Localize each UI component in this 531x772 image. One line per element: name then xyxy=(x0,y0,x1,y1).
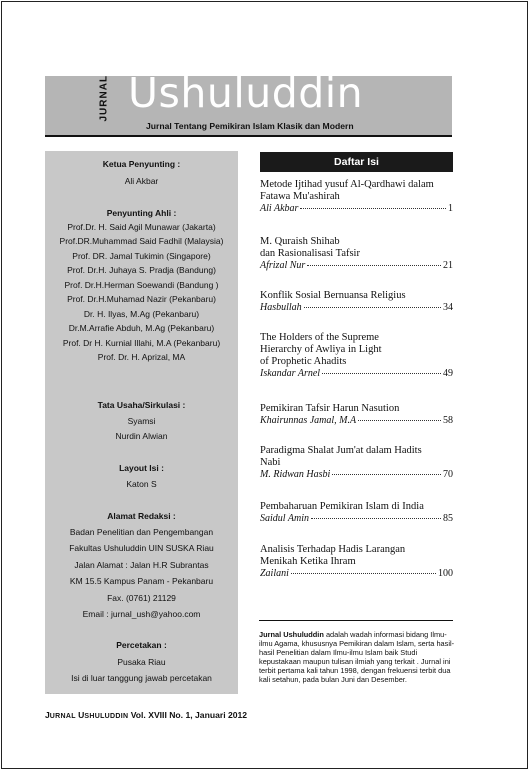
percetakan-section xyxy=(45,641,238,683)
percetakan-heading: Percetakan : xyxy=(116,640,167,650)
alamat-line: Fakultas Ushuluddin UIN SUSKA Riau xyxy=(69,543,214,553)
toc-entry-author: M. Ridwan Hasbi xyxy=(260,469,331,480)
toc-entry-title: Konflik Sosial Bernuansa Religius xyxy=(260,290,406,301)
toc-entry[interactable] xyxy=(260,501,453,525)
ketua-section xyxy=(45,160,238,185)
toc-entry[interactable] xyxy=(260,544,453,580)
layout-section xyxy=(45,464,238,488)
ahli-name: Prof. Dr H. Kurnial Illahi, M.A (Pekanbaru) xyxy=(62,337,221,348)
layout-heading: Layout Isi : xyxy=(119,463,164,473)
about-journal-name: Jurnal Ushuluddin xyxy=(259,630,324,639)
toc-leader-dots xyxy=(311,518,441,519)
toc-heading: Daftar Isi xyxy=(260,152,453,172)
about-journal-text: adalah wadah informasi bidang Ilmu-ilmu Agama, khususnya Pemikiran dalam Islam, serta hasil-hasil Penelitian dalam Ilmu-ilmu Islam baik Studi kepustakaan maupun tulisan ilmiah yang terkait . Jurnal ini terbit pertama kali tahun 1998, dengan frekuensi terbit dua kali setahun, pada bulan Juni dan Desember. xyxy=(259,630,455,684)
toc-entry-author: Afrizal Nur xyxy=(260,260,306,271)
toc-entry-title: Analisis Terhadap Hadis Larangan xyxy=(260,544,406,555)
toc-leader-dots xyxy=(358,420,441,421)
toc-author-row xyxy=(260,368,453,380)
tata-usaha-name: Syamsi xyxy=(127,415,156,426)
toc-entry-author: Khairunnas Jamal, M.A xyxy=(260,415,357,426)
toc-leader-dots xyxy=(322,373,441,374)
ahli-heading: Penyunting Ahli : xyxy=(106,208,177,218)
footer-jurnal-rest: URNAL xyxy=(49,713,76,720)
toc-leader-dots xyxy=(332,474,441,475)
toc-entry-author: Hasbullah xyxy=(260,302,302,313)
toc-leader-dots xyxy=(300,208,446,209)
toc-entry-title: Hierarchy of Awliya in Light xyxy=(260,344,382,355)
toc-entry-author: Iskandar Arnel xyxy=(260,368,321,379)
toc-entry-page: 85 xyxy=(443,513,453,524)
percetakan-line: Pusaka Riau xyxy=(117,656,166,667)
toc-author-row xyxy=(260,513,453,525)
toc-entry-title: Metode Ijtihad yusuf Al-Qardhawi dalam xyxy=(260,179,434,190)
about-journal-note xyxy=(259,630,455,684)
ahli-name: Dr.M.Arrafie Abduh, M.Ag (Pekanbaru) xyxy=(68,323,215,333)
toc-entry[interactable] xyxy=(260,403,453,427)
about-rule xyxy=(259,620,453,621)
toc-entry-title: dan Rasionalisasi Tafsir xyxy=(260,248,360,259)
toc-entry-page: 70 xyxy=(443,469,453,480)
toc-entry[interactable] xyxy=(260,445,453,481)
journal-title: Ushuluddin xyxy=(128,69,364,117)
toc-author-row xyxy=(260,302,453,314)
tata-usaha-section xyxy=(45,401,238,441)
ahli-name: Prof. Dr.H.Herman Soewandi (Bandung ) xyxy=(64,279,219,290)
footer-issue-line xyxy=(45,710,247,720)
ketua-name: Ali Akbar xyxy=(124,175,159,186)
toc-author-row xyxy=(260,415,453,427)
alamat-line: Email : jurnal_ush@yahoo.com xyxy=(82,609,201,619)
toc-entry-page: 1 xyxy=(448,203,453,214)
toc-leader-dots xyxy=(307,265,441,266)
toc-entry-page: 58 xyxy=(443,415,453,426)
toc-entry-title: Pemikiran Tafsir Harun Nasution xyxy=(260,403,400,414)
toc-entry-page: 34 xyxy=(443,302,453,313)
ahli-section xyxy=(45,209,238,362)
toc-entry-author: Zailani xyxy=(260,568,289,579)
toc-entry-title: Menikah Ketika Ihram xyxy=(260,556,356,567)
alamat-line: Jalan Alamat : Jalan H.R Subrantas xyxy=(74,559,209,570)
footer-jurnal-initial: J xyxy=(45,710,50,720)
ahli-name: Prof. Dr. H. Aprizal, MA xyxy=(97,352,186,362)
toc-author-row xyxy=(260,469,453,481)
toc-entry[interactable] xyxy=(260,236,453,272)
alamat-line: Badan Penelitian dan Pengembangan xyxy=(69,526,214,537)
toc-entry-title: The Holders of the Supreme xyxy=(260,332,379,343)
masthead-rule xyxy=(45,135,452,137)
percetakan-line: Isi di luar tanggung jawab percetakan xyxy=(71,673,212,683)
toc-entry-author: Ali Akbar xyxy=(260,203,299,214)
alamat-section xyxy=(45,512,238,619)
toc-leader-dots xyxy=(291,573,436,574)
toc-entry-title: Pembaharuan Pemikiran Islam di India xyxy=(260,501,424,512)
tata-usaha-name: Nurdin Alwian xyxy=(115,431,168,441)
toc-leader-dots xyxy=(304,307,441,308)
toc-entry-title: M. Quraish Shihab xyxy=(260,236,340,247)
toc-entry-page: 100 xyxy=(438,568,453,579)
toc-entry[interactable] xyxy=(260,332,453,380)
ketua-heading: Ketua Penyunting : xyxy=(102,159,181,169)
toc-entry-title: Fatawa Mu'ashirah xyxy=(260,191,340,202)
alamat-line: Fax. (0761) 21129 xyxy=(107,592,176,603)
toc-author-row xyxy=(260,568,453,580)
footer-issue: Vol. XVIII No. 1, Januari 2012 xyxy=(130,710,248,720)
alamat-heading: Alamat Redaksi : xyxy=(107,511,176,521)
layout-name: Katon S xyxy=(126,478,157,489)
toc-author-row xyxy=(260,203,453,215)
toc-entry[interactable] xyxy=(260,179,453,215)
toc-entry-title: Nabi xyxy=(260,457,281,468)
ahli-name: Prof. Dr.H.Muhamad Nazir (Pekanbaru) xyxy=(67,294,216,304)
toc-entry-title: of Prophetic Ahadits xyxy=(260,356,347,367)
journal-subtitle: Jurnal Tentang Pemikiran Islam Klasik dan Modern xyxy=(146,121,354,131)
toc-entry-author: Saidul Amin xyxy=(260,513,309,524)
toc-entry-page: 21 xyxy=(443,260,453,271)
toc-entry[interactable] xyxy=(260,290,453,314)
ahli-name: Prof.DR.Muhammad Said Fadhil (Malaysia) xyxy=(59,236,224,246)
toc-author-row xyxy=(260,260,453,272)
ahli-name: Prof. DR. Jamal Tukimin (Singapore) xyxy=(72,250,211,261)
ahli-name: Prof.Dr. H. Said Agil Munawar (Jakarta) xyxy=(67,221,216,232)
alamat-line: KM 15.5 Kampus Panam - Pekanbaru xyxy=(69,576,214,586)
ahli-name: Prof. Dr.H. Juhaya S. Pradja (Bandung) xyxy=(67,265,216,275)
toc-entry-page: 49 xyxy=(443,368,453,379)
toc-entry-title: Paradigma Shalat Jum'at dalam Hadits xyxy=(260,445,422,456)
ahli-name: Dr. H. Ilyas, M.Ag (Pekanbaru) xyxy=(83,308,200,319)
footer-ushuluddin-initial: U xyxy=(78,710,85,720)
masthead-vertical-label: JURNAL xyxy=(98,74,110,122)
tata-usaha-heading: Tata Usaha/Sirkulasi : xyxy=(97,400,186,410)
footer-ushuluddin-rest: SHULUDDIN xyxy=(84,713,129,720)
